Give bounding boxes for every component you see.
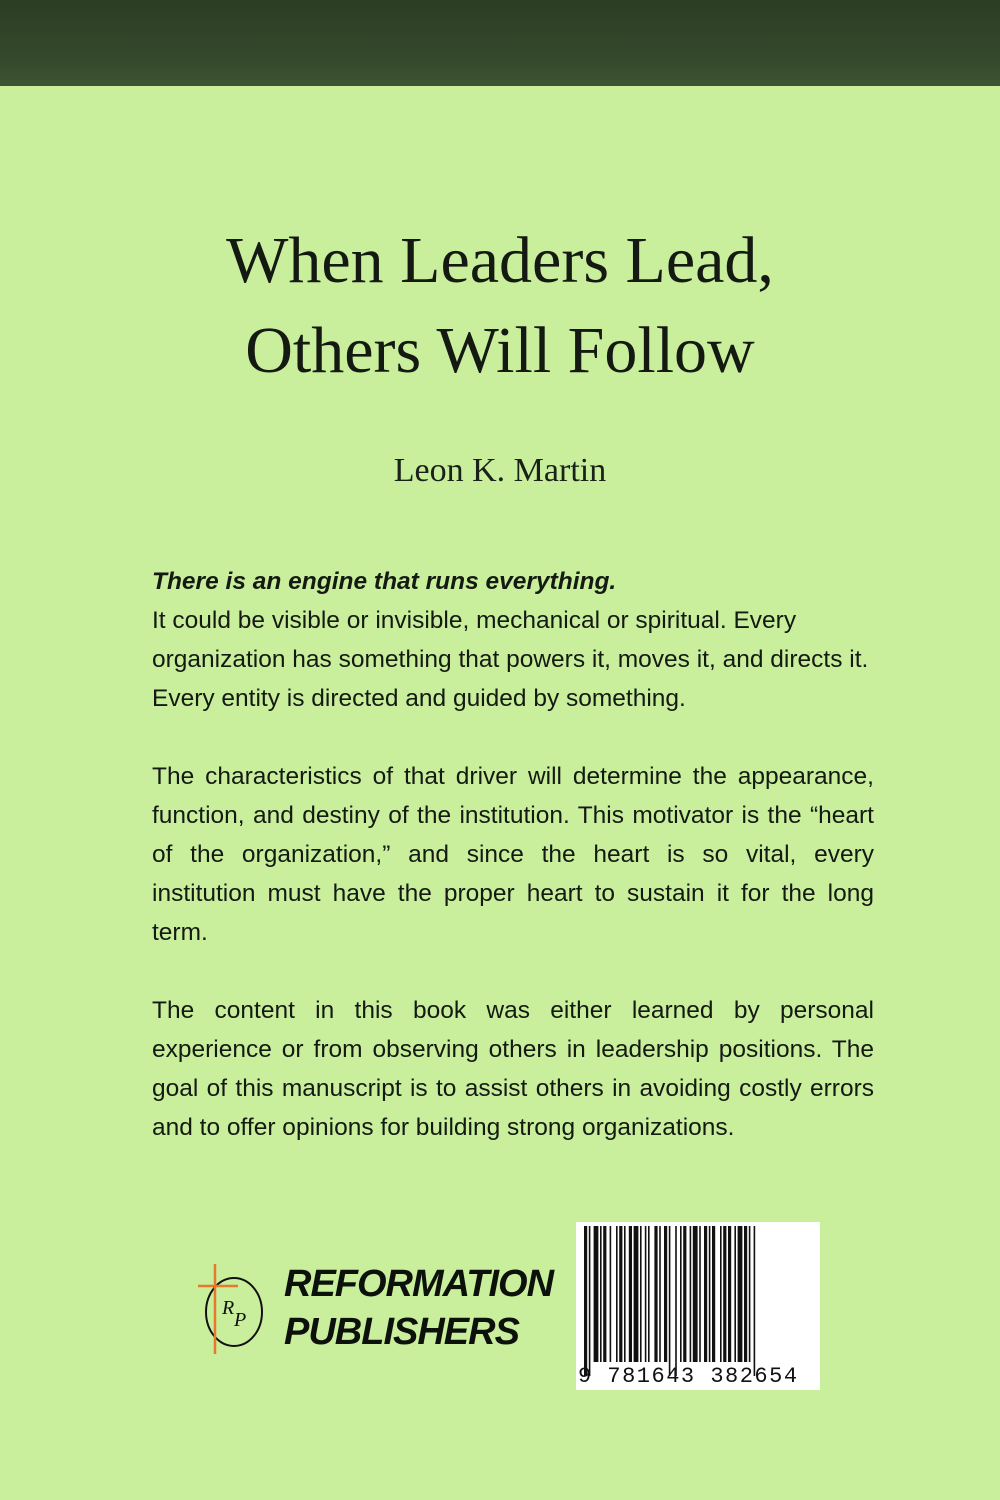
- barcode-bar: [648, 1226, 650, 1362]
- isbn-digits: 9 781643 382654: [578, 1364, 799, 1389]
- barcode-bar: [634, 1226, 639, 1362]
- barcode-bar: [749, 1226, 751, 1362]
- barcode-bar: [734, 1226, 736, 1362]
- barcode-bar: [744, 1226, 747, 1362]
- barcode-bar: [690, 1226, 692, 1362]
- barcode-bar: [680, 1226, 682, 1362]
- barcode-bar: [675, 1226, 677, 1376]
- blurb-paragraph-1: [152, 562, 874, 718]
- barcode-bar: [728, 1226, 731, 1362]
- title-line-2: Others Will Follow: [245, 314, 755, 387]
- barcode-bar: [659, 1226, 661, 1362]
- barcode-bar: [699, 1226, 701, 1362]
- barcode-bar: [720, 1226, 722, 1362]
- barcode-bar: [709, 1226, 711, 1362]
- blurb-p1-text: It could be visible or invisible, mechanical or spiritual. Every organization has something that powers it, moves it, and directs it. Every entity is directed and guided by something.: [152, 607, 869, 712]
- barcode-bar: [654, 1226, 657, 1362]
- publisher-name-line-2: PUBLISHERS: [284, 1311, 519, 1353]
- barcode-bar: [584, 1226, 587, 1376]
- svg-text:P: P: [234, 1309, 247, 1331]
- blurb-paragraph-3: The content in this book was either learned by personal experience or from observing others in leadership positions. The goal of this manuscript is to assist others in avoiding costly errors and to offer opinions for building strong organizations.: [152, 997, 874, 1141]
- blurb-lead: There is an engine that runs everything.: [152, 568, 617, 595]
- svg-text:R: R: [222, 1297, 235, 1319]
- barcode-bar: [645, 1226, 647, 1362]
- barcode-bar: [738, 1226, 743, 1362]
- publisher-name-line-1: REFORMATION: [284, 1263, 554, 1305]
- barcode-bar: [640, 1226, 642, 1362]
- barcode-bar: [589, 1226, 591, 1376]
- blurb: [152, 562, 874, 1186]
- barcode-bar: [603, 1226, 606, 1362]
- barcode-bar: [619, 1226, 622, 1362]
- title-line-1: When Leaders Lead,: [226, 224, 774, 297]
- barcode-bar: [669, 1226, 671, 1376]
- barcode-bar: [594, 1226, 599, 1362]
- barcode-bar: [754, 1226, 756, 1376]
- barcode-bar: [610, 1226, 612, 1362]
- barcode-bar: [723, 1226, 726, 1362]
- cross-circle-icon: [196, 1262, 268, 1354]
- barcode-bar: [600, 1226, 602, 1362]
- barcode-bar: [629, 1226, 632, 1362]
- barcode-bar: [704, 1226, 707, 1362]
- author-name: Leon K. Martin: [393, 452, 607, 489]
- barcode-bar: [683, 1226, 686, 1362]
- barcode-bar: [616, 1226, 618, 1362]
- barcode-bar: [712, 1226, 715, 1362]
- blurb-paragraph-2: The characteristics of that driver will determine the appearance, function, and destiny of the institution. This motivator is the “heart of the organization,” and since the heart is so vital, every institution must have the proper heart to sustain it for the long term.: [152, 763, 874, 946]
- barcode-bar: [624, 1226, 626, 1362]
- barcode-bar: [664, 1226, 667, 1362]
- top-band: [0, 0, 1000, 86]
- barcode-bar: [693, 1226, 698, 1362]
